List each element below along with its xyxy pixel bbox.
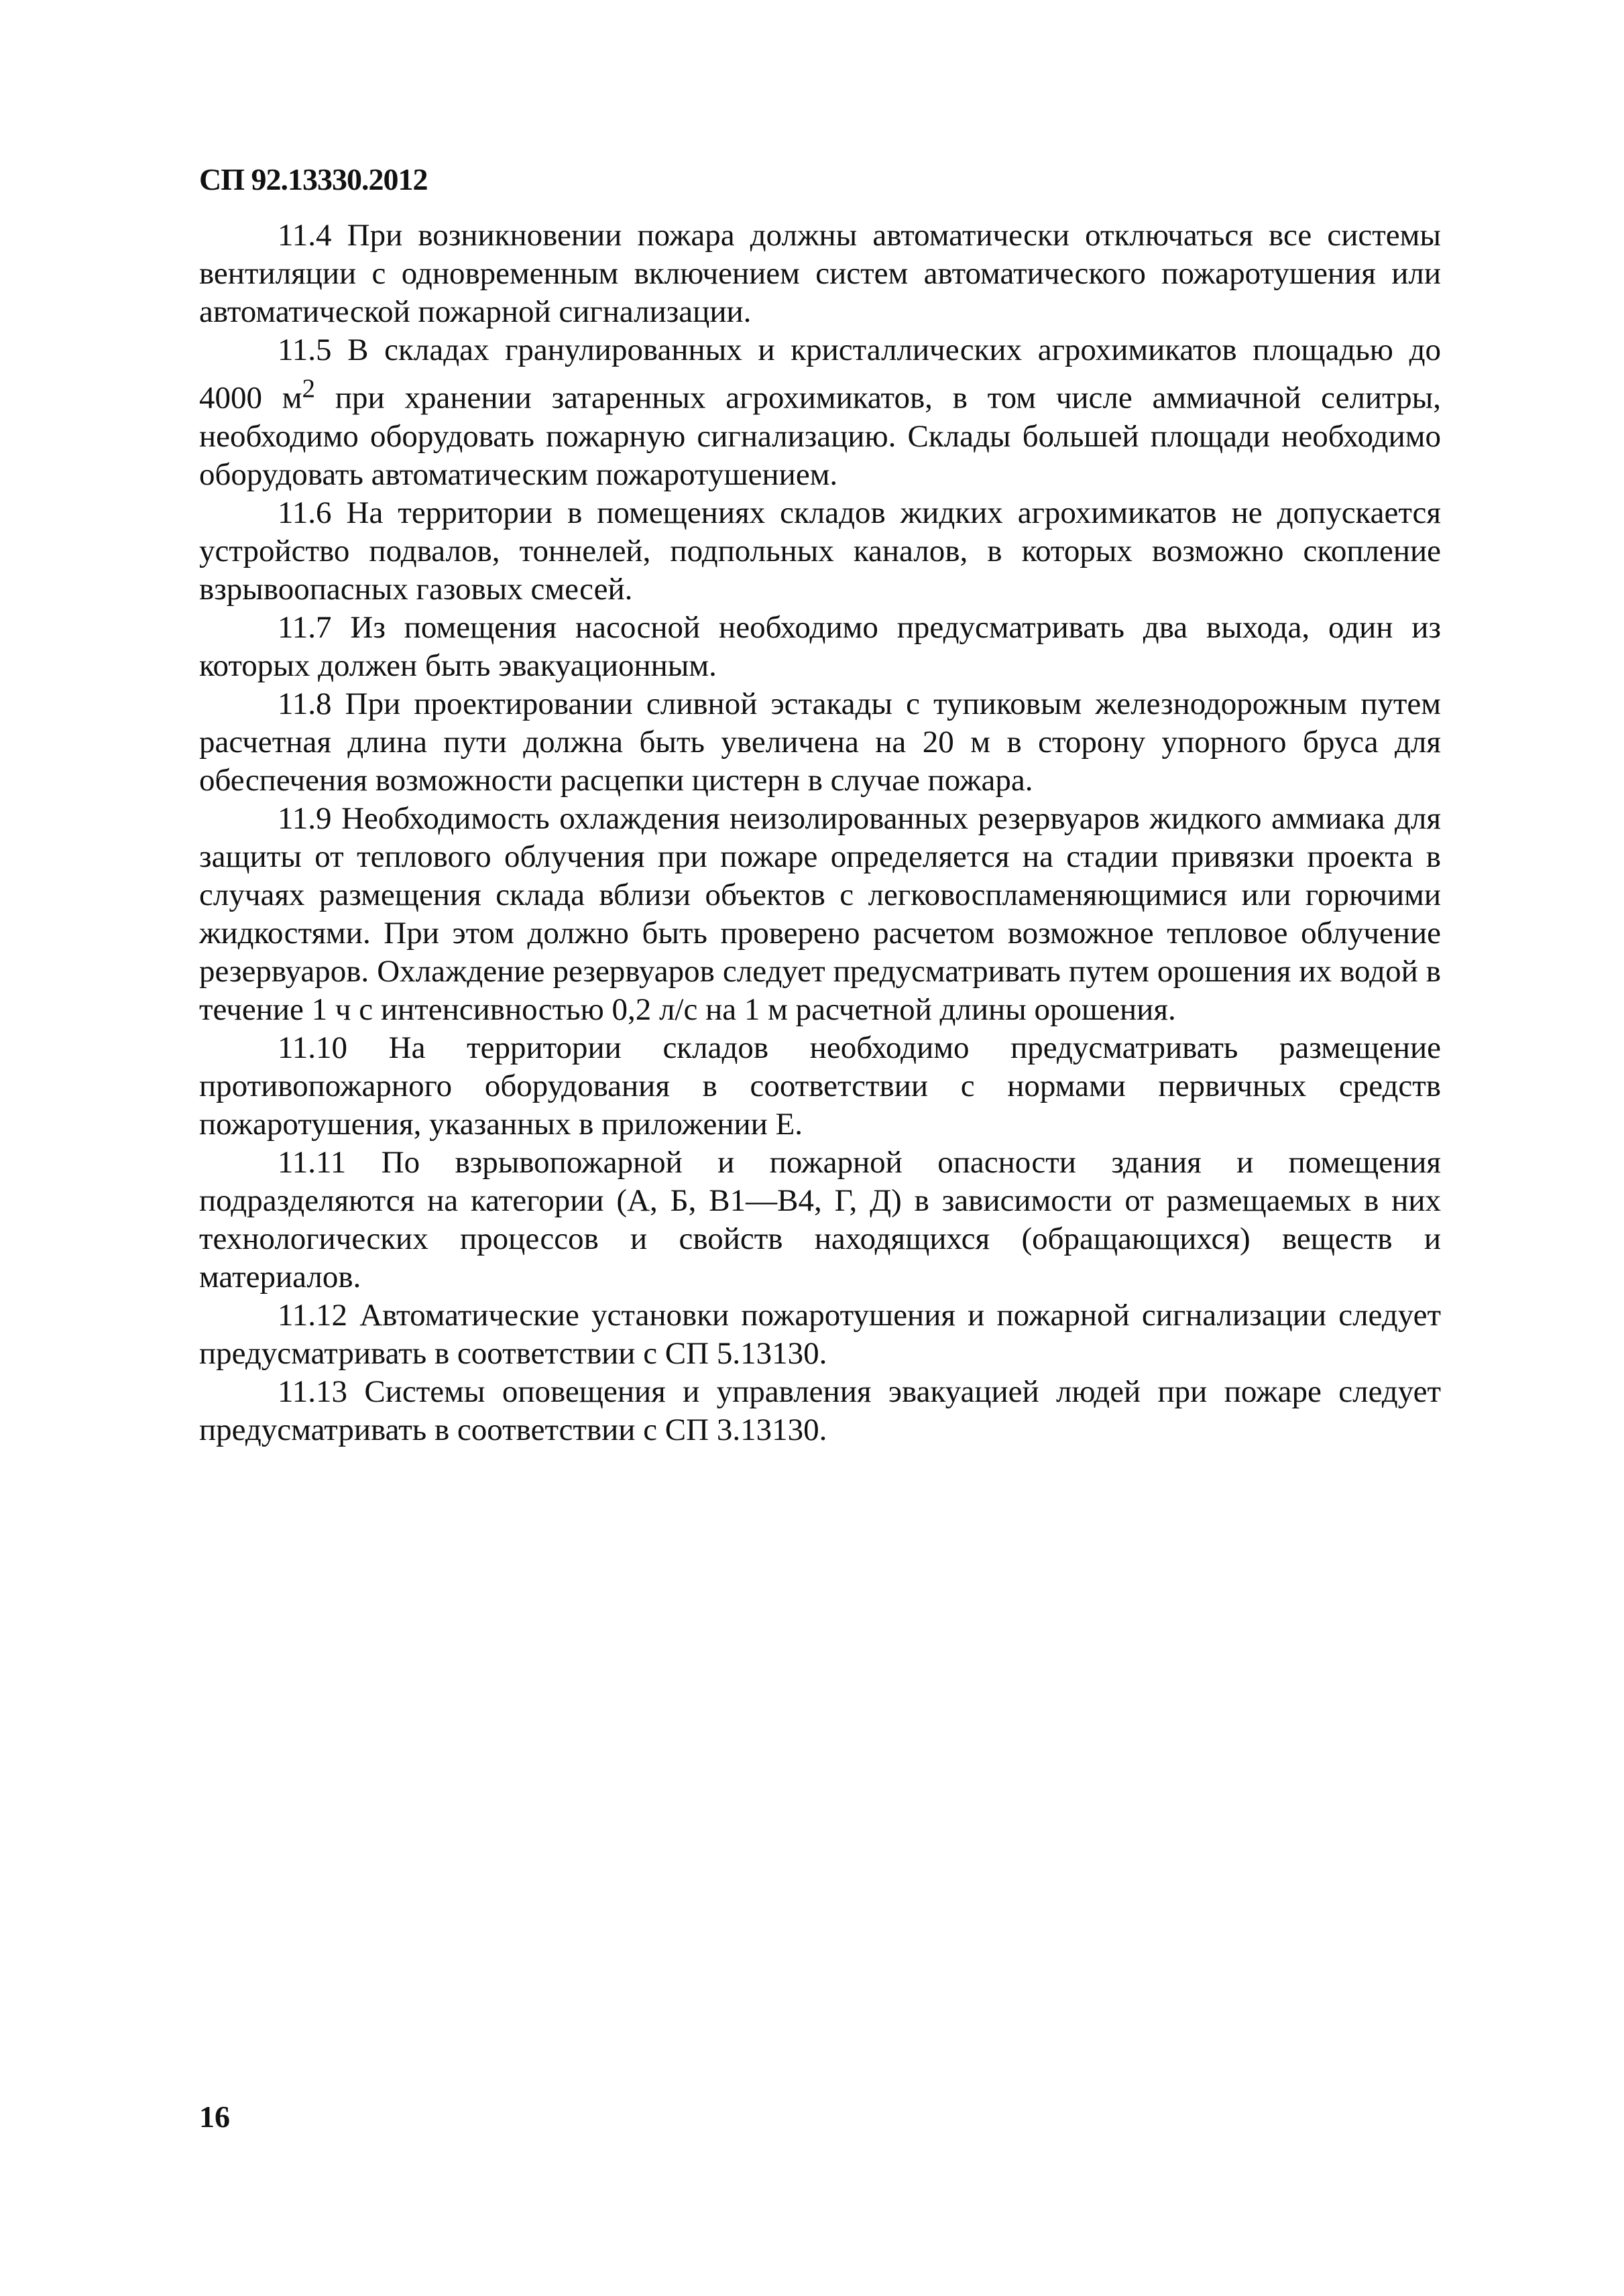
paragraph-11-5	[199, 331, 1441, 494]
paragraph-11-6: 11.6 На территории в помещениях складов жидких агрохимикатов не допускается устройство подвалов, тоннелей, подпольных каналов, в которых возможно скопление взрывоопасных газовых смесей.	[199, 495, 1441, 607]
document-code-header: СП 92.13330.2012	[199, 162, 428, 196]
document-body	[199, 217, 1441, 1449]
superscript-squared: 2	[302, 374, 316, 403]
paragraph-11-7: 11.7 Из помещения насосной необходимо предусматривать два выхода, один из которых должен быть эвакуационным.	[199, 609, 1441, 683]
paragraph-11-5-text-before: 11.5 В складах гранулированных и кристаллических агрохимикатов площадью до 4000 м	[199, 333, 1441, 416]
paragraph-11-8: 11.8 При проектировании сливной эстакады с тупиковым железнодорожным путем расчетная длина пути должна быть увеличена на 20 м в сторону упорного бруса для обеспечения возможности расцепки цистерн в случае пожара.	[199, 686, 1441, 798]
paragraph-11-13: 11.13 Системы оповещения и управления эвакуацией людей при пожаре следует предусматривать в соответствии с СП 3.13130.	[199, 1374, 1441, 1447]
page-number: 16	[199, 2100, 230, 2134]
paragraph-11-10: 11.10 На территории складов необходимо предусматривать размещение противопожарного оборудования в соответствии с нормами первичных средств пожаротушения, указанных в приложении Е.	[199, 1030, 1441, 1142]
paragraph-11-11: 11.11 По взрывопожарной и пожарной опасности здания и помещения подразделяются на категории (А, Б, В1—В4, Г, Д) в зависимости от размещаемых в них технологических процессов и свойств находящихся (обращающихся) веществ и материалов.	[199, 1144, 1441, 1294]
paragraph-11-4: 11.4 При возникновении пожара должны автоматически отключаться все системы вентиляции с одновременным включением систем автоматического пожаротушения или автоматической пожарной сигнализации.	[199, 218, 1441, 329]
paragraph-11-5-text-after: при хранении затаренных агрохимикатов, в том числе аммиачной селитры, необходимо оборудовать пожарную сигнализацию. Склады большей площади необходимо оборудовать автоматическим пожаротушением.	[199, 380, 1441, 492]
paragraph-11-12: 11.12 Автоматические установки пожаротушения и пожарной сигнализации следует предусматривать в соответствии с СП 5.13130.	[199, 1297, 1441, 1371]
paragraph-11-9: 11.9 Необходимость охлаждения неизолированных резервуаров жидкого аммиака для защиты от теплового облучения при пожаре определяется на стадии привязки проекта в случаях размещения склада вблизи объектов с легковоспламеняющимися или горючими жидкостями. При этом должно быть проверено расчетом возможное тепловое облучение резервуаров. Охлаждение резервуаров следует предусматривать путем орошения их водой в течение 1 ч с интенсивностью 0,2 л/с на 1 м расчетной длины орошения.	[199, 800, 1441, 1027]
